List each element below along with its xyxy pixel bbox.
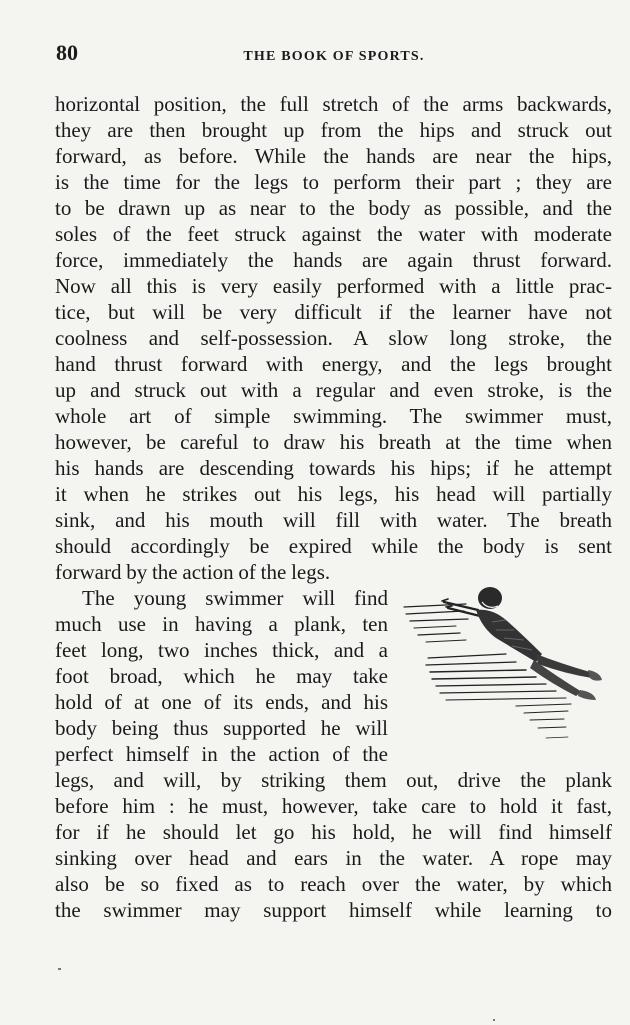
page-number: 80 — [56, 40, 78, 65]
text-line: legs, and will, by striking them out, drive the plank — [55, 768, 612, 792]
text-line: sink, and his mouth will fill with water. The breath — [55, 508, 612, 532]
text-line: whole art of simple swimming. The swimmer must, — [55, 404, 612, 428]
text-line: body being thus supported he will — [55, 716, 388, 740]
text-line: forward, as before. While the hands are near the hips, — [55, 144, 612, 168]
text-line: Now all this is very easily performed with a little prac- — [55, 274, 612, 298]
text-line: they are then brought up from the hips and struck out — [55, 118, 612, 142]
text-line: the swimmer may support himself while learning to — [55, 898, 612, 922]
text-line: up and struck out with a regular and even stroke, is the — [55, 378, 612, 402]
text-line: coolness and self-possession. A slow long stroke, the — [55, 326, 612, 350]
text-line: force, immediately the hands are again thrust forward. — [55, 248, 612, 272]
text-line: is the time for the legs to perform their part ; they are — [55, 170, 612, 194]
text-line: however, be careful to draw his breath at the time when — [55, 430, 612, 454]
text-line: before him : he must, however, take care to hold it fast, — [55, 794, 612, 818]
text-line: perfect himself in the action of the — [55, 742, 388, 766]
text-line: foot broad, which he may take — [55, 664, 388, 688]
text-line: soles of the feet struck against the water with moderate — [55, 222, 612, 246]
text-line: horizontal position, the full stretch of the arms backwards, — [55, 92, 612, 116]
text-line: also be so fixed as to reach over the water, by which — [55, 872, 612, 896]
text-line: tice, but will be very difficult if the learner have not — [55, 300, 612, 324]
text-line: it when he strikes out his legs, his head will partially — [55, 482, 612, 506]
text-line: for if he should let go his hold, he will find himself — [55, 820, 612, 844]
text-line: forward by the action of the legs. — [55, 560, 331, 584]
running-head: THE BOOK OF SPORTS. — [243, 49, 425, 64]
text-line: hand thrust forward with energy, and the legs brought — [55, 352, 612, 376]
text-line: his hands are descending towards his hips; if he attempt — [55, 456, 612, 480]
swimmer-illustration — [396, 580, 614, 748]
text-line: The young swimmer will find — [82, 586, 388, 610]
text-line: feet long, two inches thick, and a — [55, 638, 388, 662]
text-line: sinking over head and ears in the water. A rope may — [55, 846, 612, 870]
text-line: should accordingly be expired while the body is sent — [55, 534, 612, 558]
text-line: hold of at one of its ends, and his — [55, 690, 388, 714]
text-line: to be drawn up as near to the body as possible, and the — [55, 196, 612, 220]
page-header — [56, 40, 612, 70]
text-line: much use in having a plank, ten — [55, 612, 388, 636]
print-speck — [493, 1019, 495, 1021]
print-speck — [58, 968, 61, 970]
